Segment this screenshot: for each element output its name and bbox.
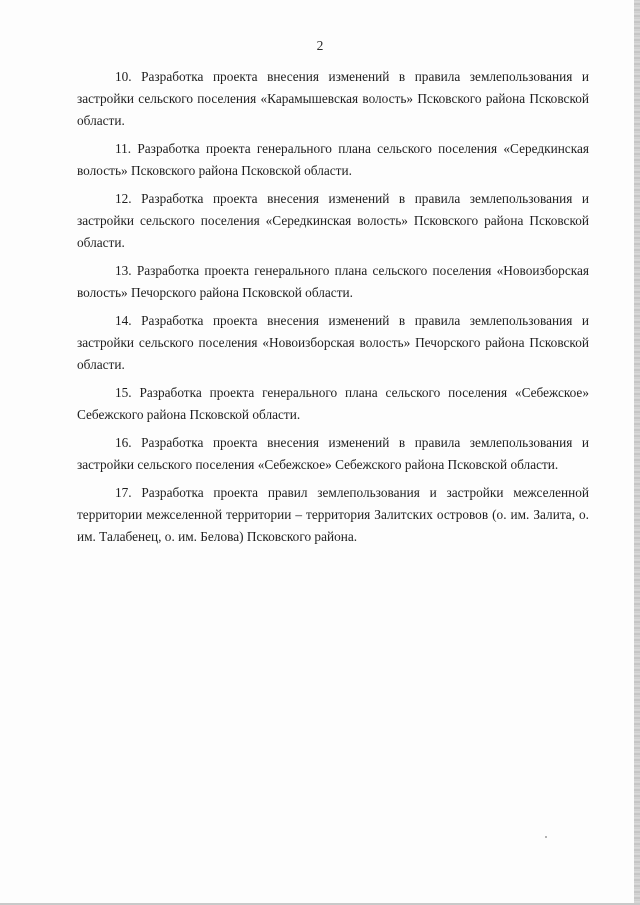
scan-edge-right xyxy=(634,0,640,905)
list-item: 10. Разработка проекта внесения изменений в правила землепользования и застройки сельского поселения «Карамышевская волость» Псковского района Псковской области. xyxy=(77,69,589,128)
list-item: 15. Разработка проекта генерального плана сельского поселения «Себежское» Себежского района Псковской области. xyxy=(77,385,589,422)
page-number: 2 xyxy=(316,38,324,53)
list-item: 14. Разработка проекта внесения изменений в правила землепользования и застройки сельского поселения «Новоизборская волость» Печорского района Псковской области. xyxy=(77,313,589,372)
list-item: 13. Разработка проекта генерального плана сельского поселения «Новоизборская волость» Печорского района Псковской области. xyxy=(77,263,589,300)
list-item: 12. Разработка проекта внесения изменений в правила землепользования и застройки сельского поселения «Середкинская волость» Псковского района Псковской области. xyxy=(77,191,589,250)
document-body xyxy=(77,66,589,554)
list-item: 16. Разработка проекта внесения изменений в правила землепользования и застройки сельского поселения «Себежское» Себежского района Псковской области. xyxy=(77,435,589,472)
list-item: 17. Разработка проекта правил землепользования и застройки межселенной территории межселенной территории – территория Залитских островов (о. им. Залита, о. им. Талабенец, о. им. Белова) Псковского района. xyxy=(77,485,589,544)
list-item: 11. Разработка проекта генерального плана сельского поселения «Середкинская волость» Псковского района Псковской области. xyxy=(77,141,589,178)
scan-speck xyxy=(545,836,547,838)
